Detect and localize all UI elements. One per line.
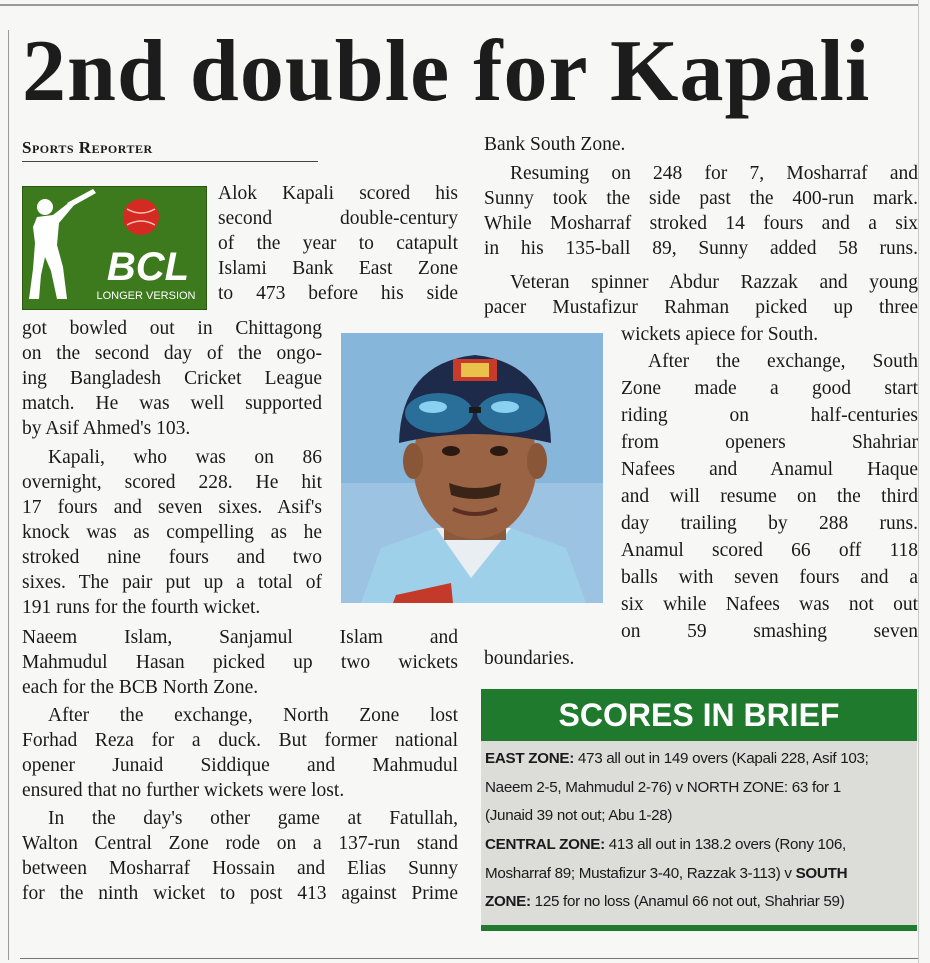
col1-line: sixes. The pair put up a total of xyxy=(22,572,322,593)
col1-full-line: After the exchange, North Zone lost xyxy=(48,705,458,726)
top-rule xyxy=(0,4,918,6)
col1-line: got bowled out in Chittagong xyxy=(22,318,322,339)
player-photo xyxy=(341,333,603,603)
scores-in-brief-box xyxy=(481,689,917,931)
col1-line: on the second day of the ongo- xyxy=(22,343,322,364)
col2-line: boundaries. xyxy=(484,648,575,669)
col1-line: overnight, scored 228. He hit xyxy=(22,472,322,493)
col1-line: knock was as compelling as he xyxy=(22,522,322,543)
col1-full-line: between Mosharraf Hossain and Elias Sunny xyxy=(22,858,458,879)
col1-full-line: ensured that no further wickets were lost. xyxy=(22,780,345,801)
col2-line: Sunny took the side past the 400-run mark. xyxy=(484,188,918,209)
col1-full-line: Mahmudul Hasan picked up two wickets xyxy=(22,652,458,673)
score-line: Naeem 2-5, Mahmudul 2-76) v NORTH ZONE: 63 for 1 xyxy=(485,779,841,796)
col2-wrap-line: After the exchange, South xyxy=(648,351,918,372)
scores-bottom-bar xyxy=(481,925,917,931)
score-line: Mosharraf 89; Mustafizur 3-40, Razzak 3-113) v SOUTH xyxy=(485,865,848,882)
col1-full-line: In the day's other game at Fatullah, xyxy=(48,808,458,829)
col1-line: ing Bangladesh Cricket League xyxy=(22,368,322,389)
col2-wrap-line: day trailing by 288 runs. xyxy=(621,513,918,534)
col1-full-line: Naeem Islam, Sanjamul Islam and xyxy=(22,627,458,648)
col2-wrap-line: Zone made a good start xyxy=(621,378,918,399)
col1-full-line: for the ninth wicket to post 413 against Prime xyxy=(22,883,458,904)
col2-line: pacer Mustafizur Rahman picked up three xyxy=(484,297,918,318)
col1-line: 191 runs for the fourth wicket. xyxy=(22,597,261,618)
scores-title: SCORES IN BRIEF xyxy=(481,689,917,741)
col1-line: match. He was well supported xyxy=(22,393,322,414)
col1-wrap-line: Alok Kapali scored his xyxy=(218,183,458,204)
col1-full-line: opener Junaid Siddique and Mahmudul xyxy=(22,755,458,776)
col2-line: Bank South Zone. xyxy=(484,134,626,155)
col2-wrap-line: and will resume on the third xyxy=(621,486,918,507)
col2-wrap-line: Anamul scored 66 off 118 xyxy=(621,540,918,561)
col2-line: Veteran spinner Abdur Razzak and young xyxy=(510,272,918,293)
col2-wrap-line: wickets apiece for South. xyxy=(621,324,819,345)
col2-wrap-line: Nafees and Anamul Haque xyxy=(621,459,918,480)
byline: Sports Reporter xyxy=(22,138,153,157)
col1-wrap-line: to 473 before his side xyxy=(218,283,458,304)
score-line: ZONE: 125 for no loss (Anamul 66 not out, Shahriar 59) xyxy=(485,893,845,910)
left-column-rule xyxy=(8,30,9,960)
col1-wrap-line: of the year to catapult xyxy=(218,233,458,254)
col2-wrap-line: from openers Shahriar xyxy=(621,432,918,453)
headline: 2nd double for Kapali xyxy=(22,23,871,120)
col2-wrap-line: on 59 smashing seven xyxy=(621,621,918,642)
col2-line: in his 135-ball 89, Sunny added 58 runs. xyxy=(484,238,918,259)
bottom-rule xyxy=(20,958,918,959)
col1-line: 17 fours and seven sixes. Asif's xyxy=(22,497,322,518)
col2-wrap-line: riding on half-centuries xyxy=(621,405,918,426)
bcl-logo xyxy=(22,186,207,310)
score-line: CENTRAL ZONE: 413 all out in 138.2 overs (Rony 106, xyxy=(485,836,846,853)
col2-wrap-line: balls with seven fours and a xyxy=(621,567,918,588)
byline-rule xyxy=(22,161,318,162)
player-portrait xyxy=(341,333,603,603)
col1-full-line: Walton Central Zone rode on a 137-run stand xyxy=(22,833,458,854)
col1-wrap-line: second double-century xyxy=(218,208,458,229)
bcl-logo-subtext: LONGER VERSION xyxy=(96,290,196,302)
col1-line: Kapali, who was on 86 xyxy=(48,447,322,468)
col1-full-line: Forhad Reza for a duck. But former national xyxy=(22,730,458,751)
right-edge-rule xyxy=(918,0,919,963)
col1-wrap-line: Islami Bank East Zone xyxy=(218,258,458,279)
col2-line: Resuming on 248 for 7, Mosharraf and xyxy=(510,163,918,184)
score-line: EAST ZONE: 473 all out in 149 overs (Kapali 228, Asif 103; xyxy=(485,750,869,767)
bcl-logo-text: BCL xyxy=(106,245,190,289)
col1-line: stroked nine fours and two xyxy=(22,547,322,568)
score-line: (Junaid 39 not out; Abu 1-28) xyxy=(485,807,673,824)
col1-line: by Asif Ahmed's 103. xyxy=(22,418,191,439)
col1-full-line: each for the BCB North Zone. xyxy=(22,677,259,698)
col2-wrap-line: six while Nafees was not out xyxy=(621,594,918,615)
col2-line: While Mosharraf stroked 14 fours and a six xyxy=(484,213,918,234)
